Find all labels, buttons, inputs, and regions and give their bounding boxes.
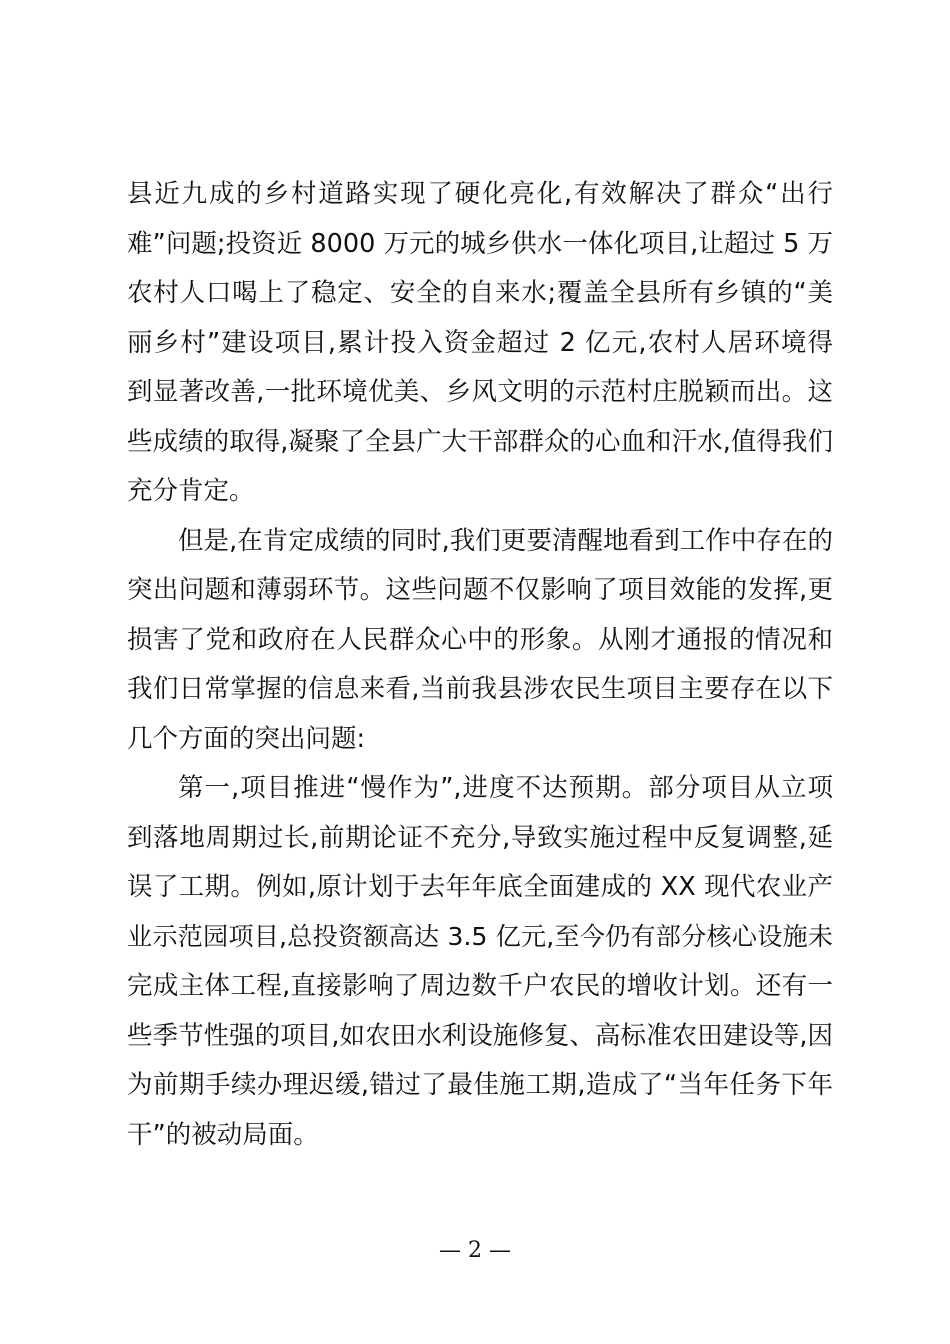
text-line: 突出问题和薄弱环节。这些问题不仅影响了项目效能的发挥,更 [127,575,833,605]
text-line: 县近九成的乡村道路实现了硬化亮化,有效解决了群众“出行 [127,179,833,209]
text-line: 为前期手续办理迟缓,错过了最佳施工期,造成了“当年任务下年 [127,1070,833,1100]
text-line: 第一,项目推进“慢作为”,进度不达预期。部分项目从立项 [178,773,833,803]
text-line: 充分肯定。 [127,476,255,506]
text-line: 误了工期。例如,原计划于去年年底全面建成的 XX 现代农业产 [127,872,833,902]
text-line: 干”的被动局面。 [127,1119,319,1150]
text-line: 业示范园项目,总投资额高达 3.5 亿元,至今仍有部分核心设施未 [127,921,833,951]
text-line: 农村人口喝上了稳定、安全的自来水;覆盖全县所有乡镇的“美 [127,278,833,308]
page-number: — 2 — [439,1238,511,1263]
text-line: 我们日常掌握的信息来看,当前我县涉农民生项目主要存在以下 [127,674,833,704]
text-line: 到落地周期过长,前期论证不充分,导致实施过程中反复调整,延 [127,822,833,853]
text-line: 几个方面的突出问题: [127,723,366,754]
text-line: 些季节性强的项目,如农田水利设施修复、高标准农田建设等,因 [127,1020,833,1051]
text-line: 完成主体工程,直接影响了周边数千户农民的增收计划。还有一 [127,971,833,1001]
text-line: 些成绩的取得,凝聚了全县广大干部群众的心血和汗水,值得我们 [127,426,833,457]
text-line: 丽乡村”建设项目,累计投入资金超过 2 亿元,农村人居环境得 [127,327,833,358]
text-line: 难”问题;投资近 8000 万元的城乡供水一体化项目,让超过 5 万 [127,228,833,259]
text-line: 但是,在肯定成绩的同时,我们更要清醒地看到工作中存在的 [178,525,833,556]
document-body [127,178,833,1168]
text-line: 到显著改善,一批环境优美、乡风文明的示范村庄脱颖而出。这 [127,377,833,407]
text-line: 损害了党和政府在人民群众心中的形象。从刚才通报的情况和 [127,624,833,655]
